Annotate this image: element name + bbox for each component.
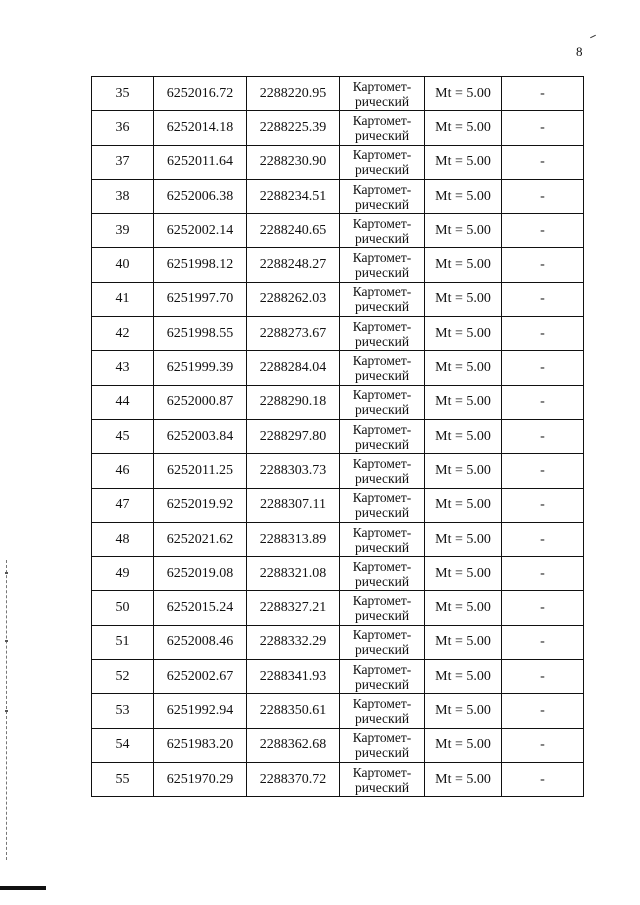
accuracy-cell: Mt = 5.00 (425, 282, 502, 316)
margin-scan-mark (5, 640, 8, 642)
table-row (92, 660, 584, 694)
x-coordinate-cell: 6252016.72 (154, 77, 247, 111)
method-cell (340, 77, 425, 111)
method-line-2: рический (354, 436, 410, 452)
y-coordinate-cell: 2288234.51 (247, 179, 340, 213)
method-line-2: рический (354, 573, 410, 589)
table-row (92, 419, 584, 453)
method-cell (340, 351, 425, 385)
note-cell: - (502, 77, 584, 111)
y-coordinate-cell: 2288332.29 (247, 625, 340, 659)
method-line-2: рический (354, 745, 410, 761)
method-line-2: рический (354, 162, 410, 178)
method-line-2: рический (354, 333, 410, 349)
y-coordinate-cell: 2288297.80 (247, 419, 340, 453)
method-line-1: Картомет- (352, 490, 412, 506)
method-line-1: Картомет- (352, 730, 412, 746)
table-row (92, 317, 584, 351)
table-row (92, 351, 584, 385)
method-line-1: Картомет- (352, 78, 412, 94)
x-coordinate-cell: 6252021.62 (154, 522, 247, 556)
point-number-cell: 48 (92, 522, 154, 556)
method-cell (340, 214, 425, 248)
accuracy-cell: Mt = 5.00 (425, 660, 502, 694)
method-line-2: рический (354, 230, 410, 246)
method-line-2: рический (354, 196, 410, 212)
method-line-1: Картомет- (352, 421, 412, 437)
corner-mark (590, 35, 596, 38)
method-line-2: рический (354, 779, 410, 795)
accuracy-cell: Mt = 5.00 (425, 77, 502, 111)
point-number-cell: 43 (92, 351, 154, 385)
note-cell: - (502, 385, 584, 419)
note-cell: - (502, 145, 584, 179)
table-row (92, 385, 584, 419)
accuracy-cell: Mt = 5.00 (425, 317, 502, 351)
point-number-cell: 37 (92, 145, 154, 179)
point-number-cell: 42 (92, 317, 154, 351)
table-row (92, 522, 584, 556)
accuracy-cell: Mt = 5.00 (425, 111, 502, 145)
y-coordinate-cell: 2288262.03 (247, 282, 340, 316)
method-line-1: Картомет- (352, 764, 412, 780)
accuracy-cell: Mt = 5.00 (425, 179, 502, 213)
note-cell: - (502, 694, 584, 728)
x-coordinate-cell: 6252014.18 (154, 111, 247, 145)
y-coordinate-cell: 2288307.11 (247, 488, 340, 522)
method-cell (340, 248, 425, 282)
point-number-cell: 53 (92, 694, 154, 728)
note-cell: - (502, 728, 584, 762)
x-coordinate-cell: 6252000.87 (154, 385, 247, 419)
y-coordinate-cell: 2288240.65 (247, 214, 340, 248)
method-cell (340, 660, 425, 694)
point-number-cell: 54 (92, 728, 154, 762)
y-coordinate-cell: 2288350.61 (247, 694, 340, 728)
accuracy-cell: Mt = 5.00 (425, 522, 502, 556)
accuracy-cell: Mt = 5.00 (425, 248, 502, 282)
table-row (92, 214, 584, 248)
method-line-1: Картомет- (352, 284, 412, 300)
method-line-1: Картомет- (352, 215, 412, 231)
table-row (92, 762, 584, 796)
method-line-1: Картомет- (352, 695, 412, 711)
method-line-1: Картомет- (352, 661, 412, 677)
accuracy-cell: Mt = 5.00 (425, 351, 502, 385)
accuracy-cell: Mt = 5.00 (425, 762, 502, 796)
point-number-cell: 45 (92, 419, 154, 453)
point-number-cell: 49 (92, 557, 154, 591)
x-coordinate-cell: 6252019.92 (154, 488, 247, 522)
note-cell: - (502, 454, 584, 488)
x-coordinate-cell: 6251998.55 (154, 317, 247, 351)
table-row (92, 625, 584, 659)
x-coordinate-cell: 6252011.64 (154, 145, 247, 179)
method-cell (340, 454, 425, 488)
x-coordinate-cell: 6252011.25 (154, 454, 247, 488)
note-cell: - (502, 214, 584, 248)
method-cell (340, 419, 425, 453)
y-coordinate-cell: 2288321.08 (247, 557, 340, 591)
y-coordinate-cell: 2288313.89 (247, 522, 340, 556)
method-cell (340, 145, 425, 179)
x-coordinate-cell: 6252002.67 (154, 660, 247, 694)
x-coordinate-cell: 6252002.14 (154, 214, 247, 248)
table-row (92, 694, 584, 728)
method-line-1: Картомет- (352, 593, 412, 609)
method-cell (340, 557, 425, 591)
note-cell: - (502, 762, 584, 796)
method-line-1: Картомет- (352, 318, 412, 334)
x-coordinate-cell: 6251970.29 (154, 762, 247, 796)
note-cell: - (502, 557, 584, 591)
margin-scan-mark (5, 710, 8, 712)
margin-scan-mark (5, 572, 8, 574)
table-row (92, 591, 584, 625)
x-coordinate-cell: 6251997.70 (154, 282, 247, 316)
x-coordinate-cell: 6252003.84 (154, 419, 247, 453)
method-line-2: рический (354, 127, 410, 143)
table-row (92, 282, 584, 316)
method-line-1: Картомет- (352, 627, 412, 643)
note-cell: - (502, 660, 584, 694)
method-cell (340, 111, 425, 145)
note-cell: - (502, 351, 584, 385)
accuracy-cell: Mt = 5.00 (425, 419, 502, 453)
point-number-cell: 52 (92, 660, 154, 694)
method-cell (340, 522, 425, 556)
x-coordinate-cell: 6251998.12 (154, 248, 247, 282)
x-coordinate-cell: 6252008.46 (154, 625, 247, 659)
table-row (92, 557, 584, 591)
x-coordinate-cell: 6252006.38 (154, 179, 247, 213)
method-line-1: Картомет- (352, 387, 412, 403)
method-line-1: Картомет- (352, 112, 412, 128)
y-coordinate-cell: 2288341.93 (247, 660, 340, 694)
y-coordinate-cell: 2288290.18 (247, 385, 340, 419)
method-cell (340, 282, 425, 316)
point-number-cell: 44 (92, 385, 154, 419)
coordinates-table-body (92, 77, 584, 797)
accuracy-cell: Mt = 5.00 (425, 145, 502, 179)
method-cell (340, 728, 425, 762)
point-number-cell: 50 (92, 591, 154, 625)
y-coordinate-cell: 2288248.27 (247, 248, 340, 282)
x-coordinate-cell: 6252019.08 (154, 557, 247, 591)
table-row (92, 179, 584, 213)
method-line-1: Картомет- (352, 250, 412, 266)
note-cell: - (502, 419, 584, 453)
table-row (92, 77, 584, 111)
method-line-2: рический (354, 265, 410, 281)
y-coordinate-cell: 2288284.04 (247, 351, 340, 385)
method-cell (340, 762, 425, 796)
accuracy-cell: Mt = 5.00 (425, 591, 502, 625)
table-row (92, 111, 584, 145)
coordinates-table (91, 76, 584, 797)
method-line-2: рический (354, 710, 410, 726)
y-coordinate-cell: 2288370.72 (247, 762, 340, 796)
method-cell (340, 179, 425, 213)
point-number-cell: 35 (92, 77, 154, 111)
table-row (92, 248, 584, 282)
method-line-1: Картомет- (352, 353, 412, 369)
method-cell (340, 591, 425, 625)
note-cell: - (502, 591, 584, 625)
method-cell (340, 625, 425, 659)
method-line-2: рический (354, 642, 410, 658)
table-row (92, 488, 584, 522)
y-coordinate-cell: 2288327.21 (247, 591, 340, 625)
x-coordinate-cell: 6251983.20 (154, 728, 247, 762)
method-line-2: рический (354, 299, 410, 315)
method-line-2: рический (354, 539, 410, 555)
bottom-scan-bar (0, 886, 46, 890)
method-cell (340, 694, 425, 728)
method-line-1: Картомет- (352, 524, 412, 540)
accuracy-cell: Mt = 5.00 (425, 557, 502, 591)
accuracy-cell: Mt = 5.00 (425, 694, 502, 728)
y-coordinate-cell: 2288303.73 (247, 454, 340, 488)
note-cell: - (502, 179, 584, 213)
method-line-2: рический (354, 505, 410, 521)
y-coordinate-cell: 2288273.67 (247, 317, 340, 351)
accuracy-cell: Mt = 5.00 (425, 488, 502, 522)
method-line-1: Картомет- (352, 181, 412, 197)
note-cell: - (502, 488, 584, 522)
accuracy-cell: Mt = 5.00 (425, 728, 502, 762)
method-cell (340, 385, 425, 419)
point-number-cell: 38 (92, 179, 154, 213)
method-line-2: рический (354, 93, 410, 109)
method-line-2: рический (354, 402, 410, 418)
x-coordinate-cell: 6251992.94 (154, 694, 247, 728)
method-line-2: рический (354, 470, 410, 486)
point-number-cell: 36 (92, 111, 154, 145)
y-coordinate-cell: 2288362.68 (247, 728, 340, 762)
x-coordinate-cell: 6252015.24 (154, 591, 247, 625)
point-number-cell: 51 (92, 625, 154, 659)
y-coordinate-cell: 2288230.90 (247, 145, 340, 179)
table-row (92, 728, 584, 762)
table-row (92, 145, 584, 179)
accuracy-cell: Mt = 5.00 (425, 625, 502, 659)
note-cell: - (502, 282, 584, 316)
method-cell (340, 488, 425, 522)
note-cell: - (502, 111, 584, 145)
accuracy-cell: Mt = 5.00 (425, 385, 502, 419)
point-number-cell: 47 (92, 488, 154, 522)
method-line-1: Картомет- (352, 558, 412, 574)
x-coordinate-cell: 6251999.39 (154, 351, 247, 385)
point-number-cell: 39 (92, 214, 154, 248)
method-line-1: Картомет- (352, 147, 412, 163)
note-cell: - (502, 625, 584, 659)
point-number-cell: 40 (92, 248, 154, 282)
method-line-1: Картомет- (352, 455, 412, 471)
method-cell (340, 317, 425, 351)
accuracy-cell: Mt = 5.00 (425, 454, 502, 488)
note-cell: - (502, 317, 584, 351)
method-line-2: рический (354, 608, 410, 624)
note-cell: - (502, 248, 584, 282)
page-number: 8 (576, 44, 583, 59)
point-number-cell: 41 (92, 282, 154, 316)
method-line-2: рический (354, 676, 410, 692)
point-number-cell: 46 (92, 454, 154, 488)
y-coordinate-cell: 2288220.95 (247, 77, 340, 111)
point-number-cell: 55 (92, 762, 154, 796)
accuracy-cell: Mt = 5.00 (425, 214, 502, 248)
note-cell: - (502, 522, 584, 556)
method-line-2: рический (354, 368, 410, 384)
y-coordinate-cell: 2288225.39 (247, 111, 340, 145)
table-row (92, 454, 584, 488)
